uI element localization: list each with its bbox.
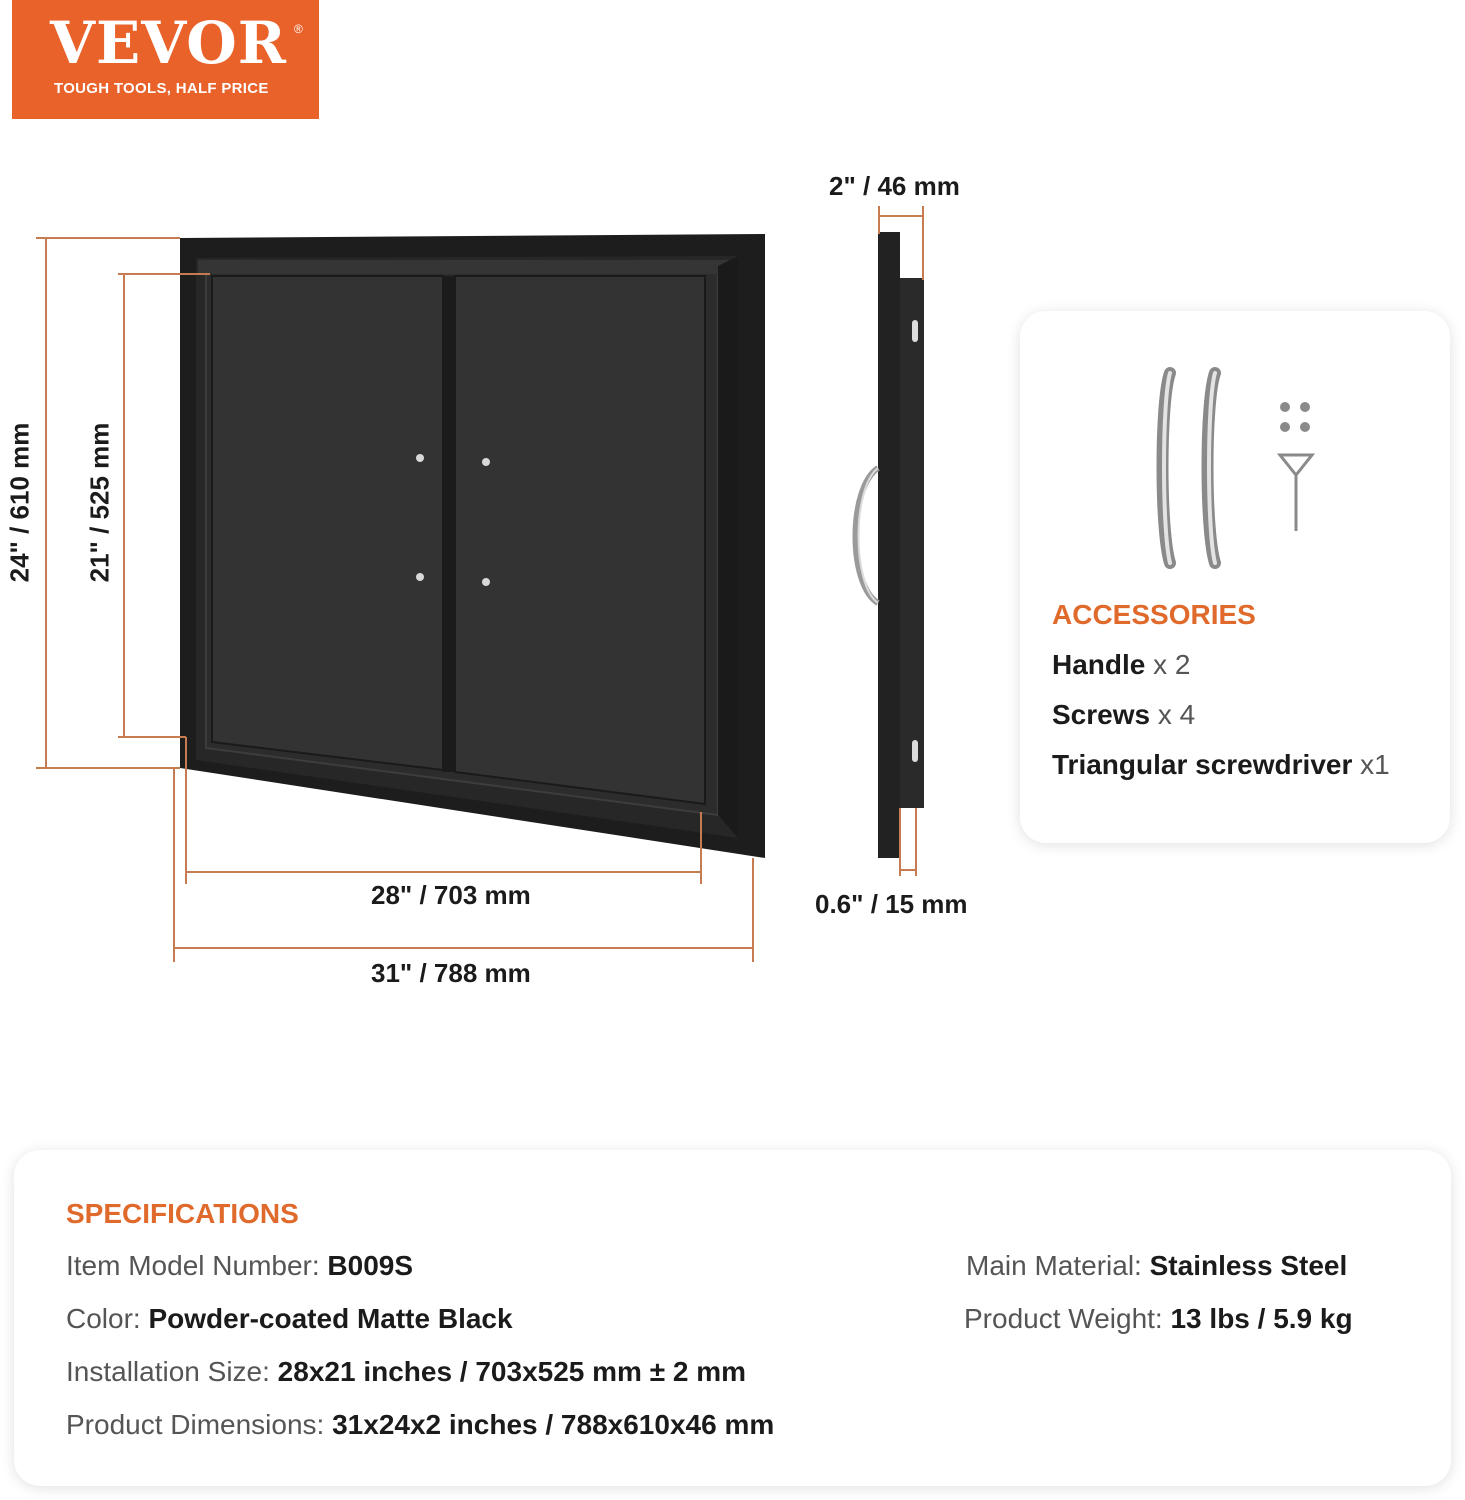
width-inner-label: 28" / 703 mm xyxy=(371,880,531,910)
spec-label: Item Model Number: xyxy=(66,1250,328,1281)
spec-value: B009S xyxy=(327,1250,414,1281)
specifications-card xyxy=(14,1150,1451,1486)
spec-model xyxy=(66,1250,413,1282)
accessory-qty: x 4 xyxy=(1150,699,1196,730)
accessories-card xyxy=(1020,311,1450,843)
accessories-title: ACCESSORIES xyxy=(1052,599,1256,630)
accessory-item xyxy=(1052,699,1195,731)
accessory-item xyxy=(1052,649,1191,681)
accessory-name: Handle xyxy=(1052,649,1146,680)
accessory-name: Screws xyxy=(1052,699,1151,730)
spec-label: Product Weight: xyxy=(964,1303,1171,1334)
spec-product-dimensions xyxy=(66,1409,774,1441)
spec-value: Powder-coated Matte Black xyxy=(148,1303,513,1334)
spec-label: Main Material: xyxy=(966,1250,1150,1281)
logo-tagline: TOUGH TOOLS, HALF PRICE xyxy=(54,80,269,97)
accessories-illustration xyxy=(1020,311,1450,571)
width-total-label: 31" / 788 mm xyxy=(371,958,531,988)
accessory-qty: x1 xyxy=(1352,749,1390,780)
accessory-qty: x 2 xyxy=(1145,649,1191,680)
spec-weight xyxy=(964,1303,1353,1335)
frame-thickness-label: 0.6" / 15 mm xyxy=(815,889,968,919)
accessory-item xyxy=(1052,749,1390,781)
height-inner-label: 21" / 525 mm xyxy=(84,422,115,583)
spec-value: Stainless Steel xyxy=(1149,1250,1348,1281)
spec-installation-size xyxy=(66,1356,746,1388)
depth-label: 2" / 46 mm xyxy=(829,171,960,201)
spec-label: Installation Size: xyxy=(66,1356,278,1387)
spec-material xyxy=(966,1250,1347,1282)
door-side-view xyxy=(856,232,925,858)
door-front-view xyxy=(180,234,765,858)
logo-brand: VEVOR xyxy=(50,9,287,77)
registered-mark: ® xyxy=(294,22,303,36)
screwdriver-icon xyxy=(1280,455,1312,531)
height-total-label: 24" / 610 mm xyxy=(4,422,35,583)
screws-icon xyxy=(1280,402,1310,432)
spec-value: 13 lbs / 5.9 kg xyxy=(1170,1303,1353,1334)
spec-value: 28x21 inches / 703x525 mm ± 2 mm xyxy=(277,1356,747,1387)
spec-label: Product Dimensions: xyxy=(66,1409,333,1440)
spec-color xyxy=(66,1303,513,1335)
handle-icon xyxy=(1163,373,1171,563)
spec-value: 31x24x2 inches / 788x610x46 mm xyxy=(332,1409,775,1440)
spec-label: Color: xyxy=(66,1303,149,1334)
accessory-name: Triangular screwdriver xyxy=(1052,749,1353,780)
specifications-title: SPECIFICATIONS xyxy=(66,1198,299,1229)
handle-icon xyxy=(1208,373,1216,563)
